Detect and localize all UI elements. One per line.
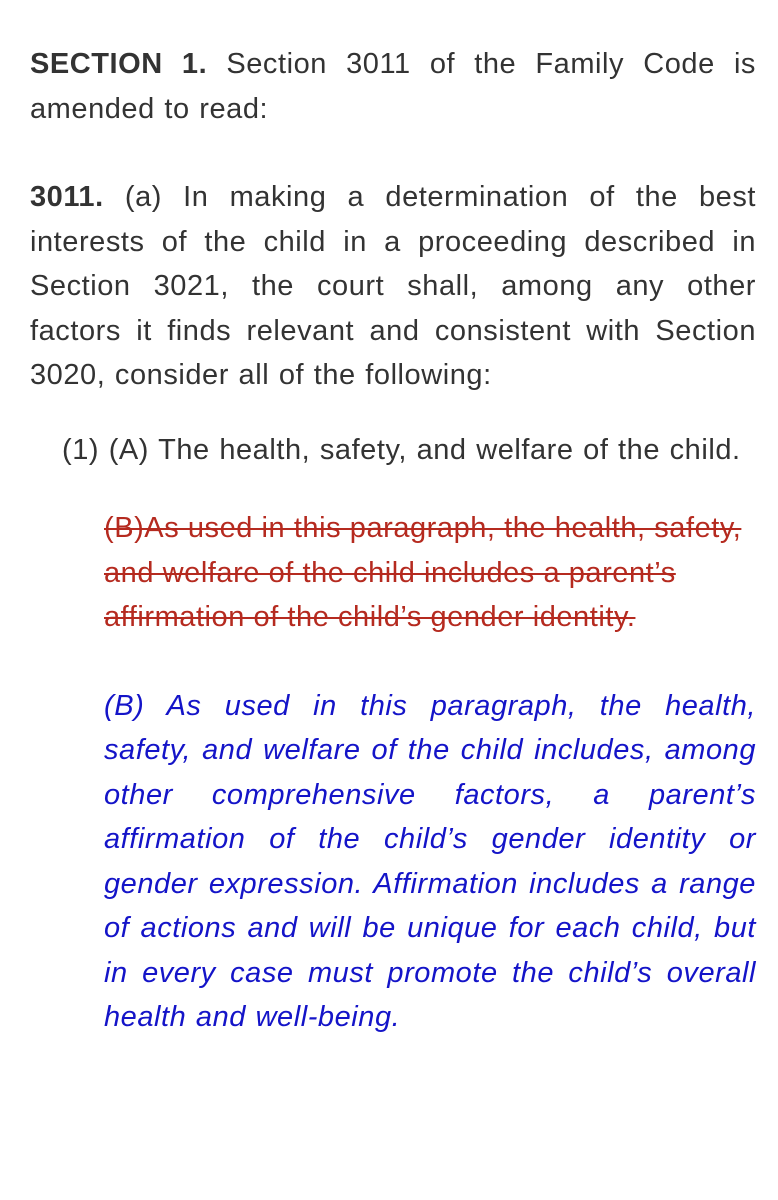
inserted-paragraph: (B) As used in this paragraph, the health, safety, and welfare of the child includes, among other comprehensive factors, a parent’s affirmation of the child’s gender identity or gender expression. Affirmation includes a range of actions and will be unique for each child, but in every case must promote the child’s overall health and well-being.	[104, 689, 756, 1033]
clause-number: 3011.	[30, 181, 104, 213]
section-intro	[30, 42, 756, 131]
item-1a: (1) (A) The health, safety, and welfare of the child.	[62, 433, 741, 466]
section-heading: SECTION 1.	[30, 48, 208, 80]
section-intro-text: Section 3011 of the Family Code is amended to read:	[30, 48, 756, 125]
bill-text	[30, 42, 756, 1040]
deleted-paragraph: (B)As used in this paragraph, the health, safety, and welfare of the child includes a parent’s affirmation of the child’s gender identity.	[104, 512, 742, 633]
clause-3011	[30, 175, 756, 398]
clause-text: (a) In making a determination of the best interests of the child in a proceeding described in Section 3021, the court shall, among any other factors it finds relevant and consistent with Section 3020, consider all of the following:	[30, 181, 756, 391]
